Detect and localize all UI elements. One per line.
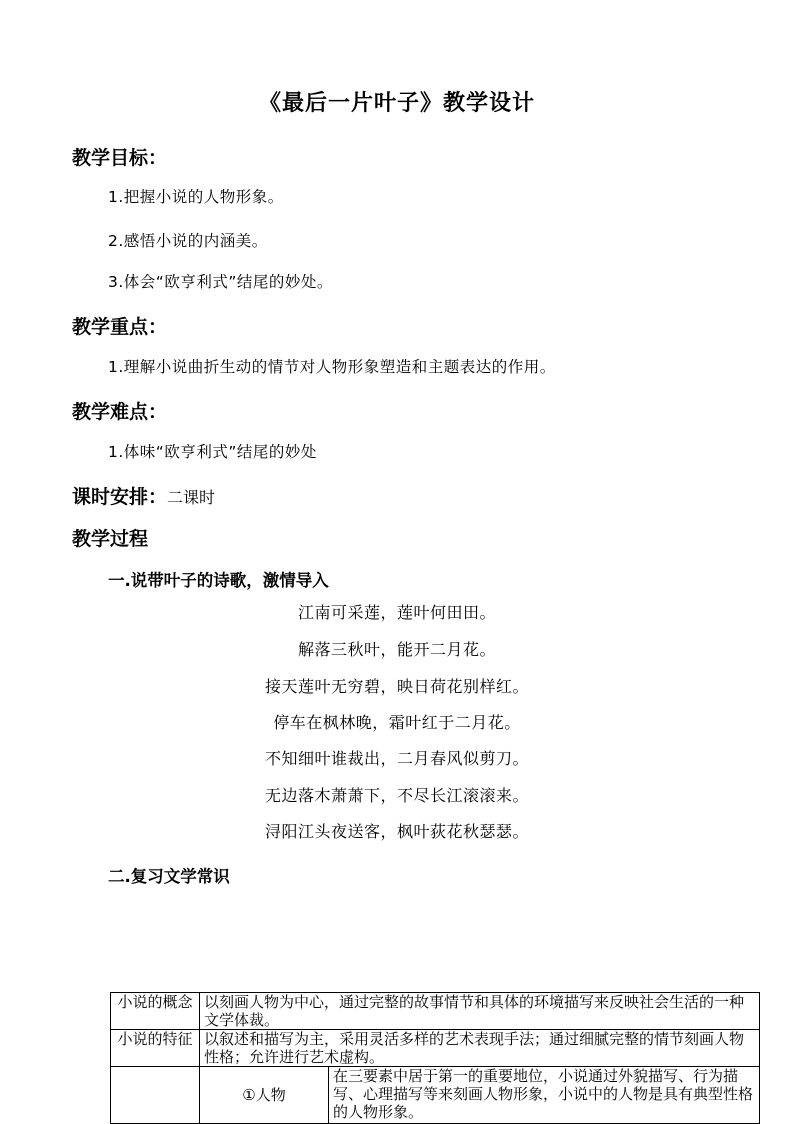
key-point-item: 1.理解小说曲折生动的情节对人物形象塑造和主题表达的作用。: [108, 358, 556, 376]
table-row: [111, 1067, 760, 1124]
poem-line: 江南可采莲，莲叶何田田。: [297, 603, 496, 622]
row-text: 以刻画人物为中心，通过完整的故事情节和具体的环境描写来反映社会生活的一种文学体裁。: [200, 993, 760, 1030]
poem-line: 接天莲叶无穷碧，映日荷花别样红。: [264, 677, 529, 696]
difficulties-heading: 教学难点：: [72, 401, 168, 423]
poem-line: 浔阳江头夜送客，枫叶荻花秋瑟瑟。: [264, 822, 529, 841]
row-label: 小说的特征: [111, 1030, 200, 1067]
row-label-empty: [111, 1067, 200, 1124]
key-points-heading: 教学重点：: [72, 316, 168, 338]
table-row: [111, 1030, 760, 1067]
section2-title: 二.复习文学常识: [108, 867, 230, 886]
schedule-row: [72, 482, 215, 509]
objective-item: 1.把握小说的人物形象。: [108, 188, 284, 206]
poem-line: 不知细叶谁裁出，二月春风似剪刀。: [264, 749, 529, 768]
section1-title: 一.说带叶子的诗歌，激情导入: [108, 571, 329, 590]
objectives-heading: 教学目标：: [72, 147, 168, 169]
process-heading: 教学过程: [72, 528, 149, 550]
row-label: 小说的概念: [111, 993, 200, 1030]
schedule-value: 二课时: [167, 488, 216, 507]
poem-line: 解落三秋叶，能开二月花。: [297, 640, 496, 659]
poem-line: 停车在枫林晚，霜叶红于二月花。: [273, 713, 521, 732]
table-row: [111, 993, 760, 1030]
objective-item: 3.体会“欧亨利式”结尾的妙处。: [108, 273, 333, 291]
element-label: ①人物: [200, 1067, 329, 1124]
literature-table: [110, 992, 760, 1124]
document-title: 《最后一片叶子》教学设计: [258, 91, 535, 116]
objective-item: 2.感悟小说的内涵美。: [108, 232, 268, 250]
poem-line: 无边落木萧萧下，不尽长江滚滚来。: [264, 786, 529, 805]
difficulty-item: 1.体味“欧亨利式”结尾的妙处: [108, 443, 317, 461]
row-text: 以叙述和描写为主，采用灵活多样的艺术表现手法；通过细腻完整的情节刻画人物性格；允许进行艺术虚构。: [200, 1030, 760, 1067]
row-text: 在三要素中居于第一的重要地位，小说通过外貌描写、行为描写、心理描写等来刻画人物形象，小说中的人物是具有典型性格的人物形象。: [329, 1067, 760, 1124]
schedule-heading: 课时安排：: [72, 486, 168, 508]
